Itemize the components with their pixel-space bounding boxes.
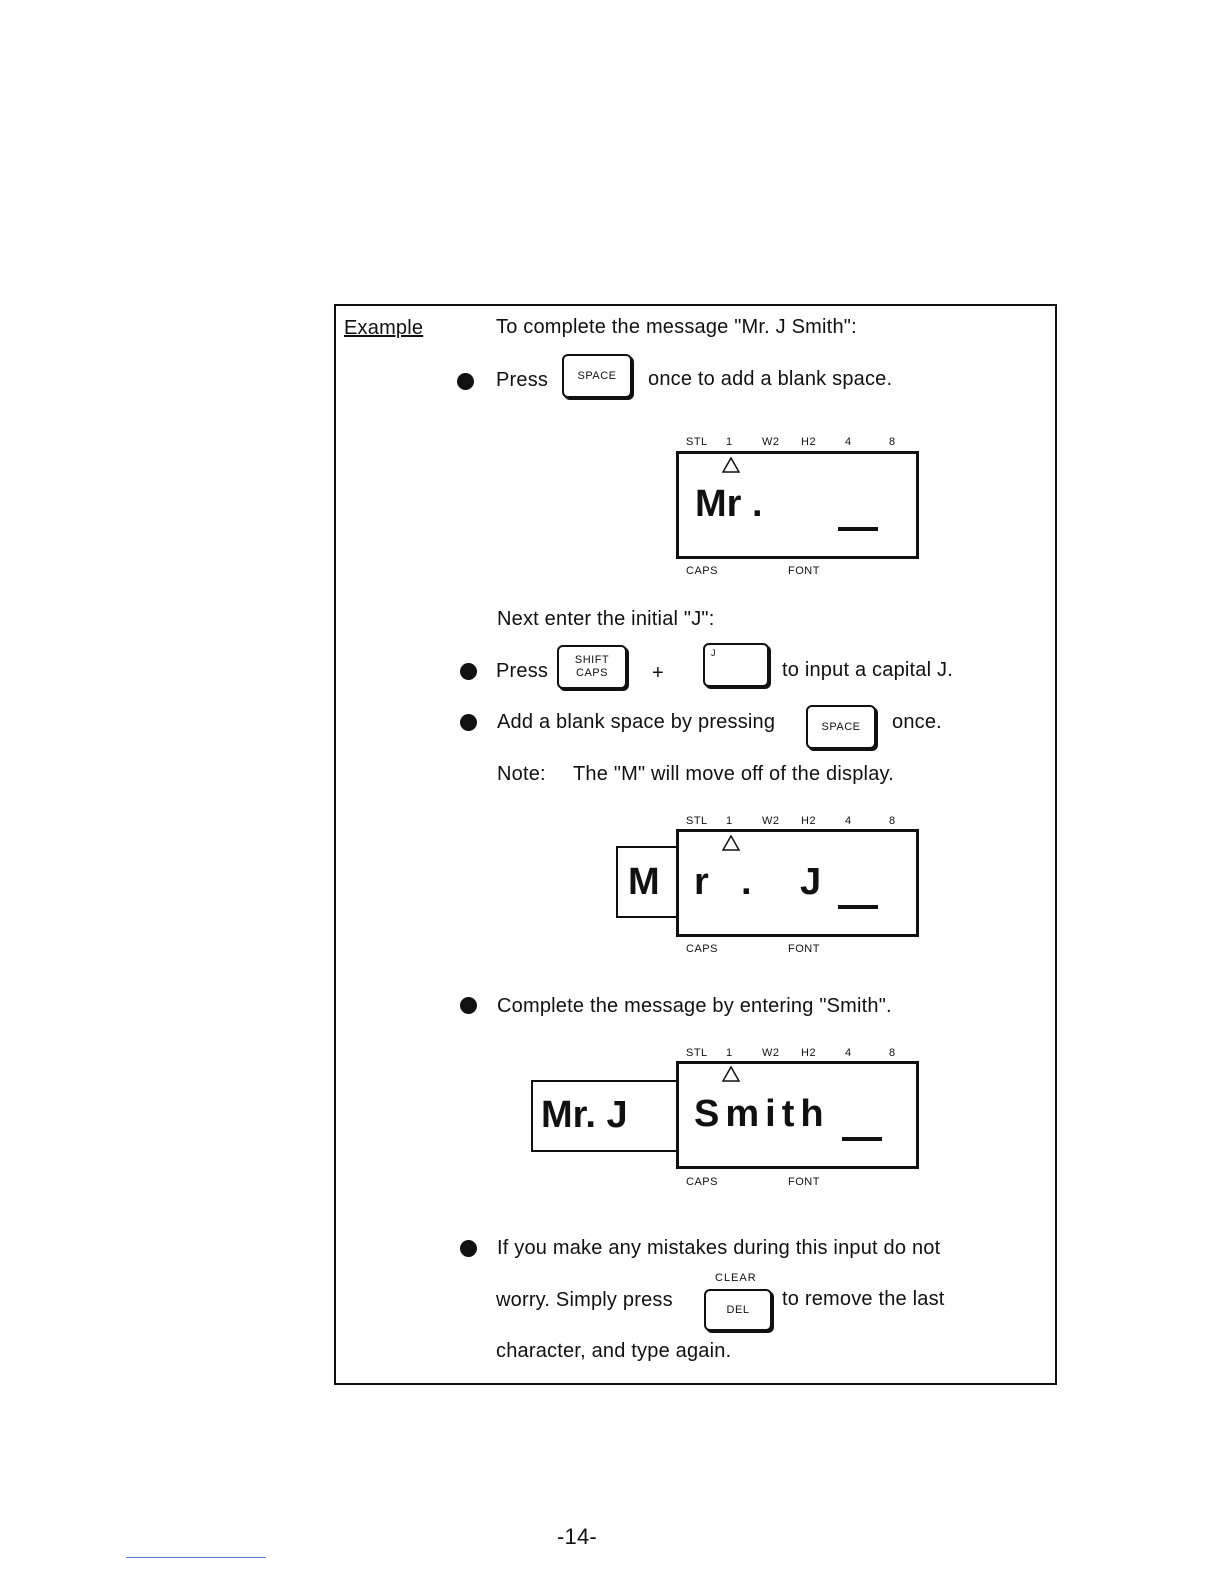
bullet-4 [460, 997, 477, 1014]
ind-4-2: 4 [845, 815, 852, 827]
step1-press: Press [496, 369, 549, 391]
triangle-marker-icon [722, 1066, 740, 1082]
step5-line2-pre: worry. Simply press [496, 1289, 673, 1311]
ind-8-3: 8 [889, 1047, 896, 1059]
ind-caps-1: CAPS [686, 565, 718, 577]
ind-8-2: 8 [889, 815, 896, 827]
ind-h2-1: H2 [801, 436, 817, 448]
offscreen-char-2: M [628, 861, 660, 903]
ind-1-1: 1 [726, 436, 733, 448]
lcd-char-r: r [694, 861, 709, 903]
note-text: The "M" will move off of the display. [573, 763, 894, 785]
ind-w2-2: W2 [762, 815, 780, 827]
ind-w2-1: W2 [762, 436, 780, 448]
ind-font-2: FONT [788, 943, 820, 955]
ind-w2-3: W2 [762, 1047, 780, 1059]
step5-line1: If you make any mistakes during this input do not [497, 1237, 941, 1259]
bullet-1 [457, 373, 474, 390]
lcd-screen-2 [676, 829, 919, 937]
ind-4-1: 4 [845, 436, 852, 448]
step1-text: once to add a blank space. [648, 368, 893, 390]
shift-caps-key [557, 645, 627, 689]
page-number: -14- [557, 1524, 597, 1549]
lcd-text-3: Smith [694, 1093, 830, 1135]
del-key-label: DEL [726, 1303, 750, 1316]
ind-4-3: 4 [845, 1047, 852, 1059]
ind-font-3: FONT [788, 1176, 820, 1188]
bullet-2 [460, 663, 477, 680]
triangle-marker-icon [722, 457, 740, 473]
lcd-cursor-2 [838, 905, 878, 909]
j-key-label: J [711, 648, 716, 658]
step5-line3: character, and type again. [496, 1340, 732, 1362]
bullet-3 [460, 714, 477, 731]
intro-text: To complete the message "Mr. J Smith": [496, 316, 857, 338]
lcd-char-j: J [800, 861, 822, 903]
ind-h2-2: H2 [801, 815, 817, 827]
ind-caps-2: CAPS [686, 943, 718, 955]
plus-sign: + [652, 662, 664, 684]
ind-font-1: FONT [788, 565, 820, 577]
step4-text: Complete the message by entering "Smith". [497, 995, 892, 1017]
space-key-2 [806, 705, 876, 749]
space-key-1-label: SPACE [577, 369, 617, 382]
lcd-char-dot: . [741, 861, 752, 903]
lcd-text-1: Mr . [695, 483, 763, 525]
step5-line2-post: to remove the last [782, 1288, 945, 1310]
footer-rule [126, 1557, 266, 1558]
ind-8-1: 8 [889, 436, 896, 448]
ind-1-2: 1 [726, 815, 733, 827]
clear-label: CLEAR [715, 1272, 757, 1284]
step2-press: Press [496, 660, 549, 682]
ind-stl-2: STL [686, 815, 708, 827]
ind-1-3: 1 [726, 1047, 733, 1059]
step2-text: to input a capital J. [782, 659, 953, 681]
lcd-cursor-3 [842, 1137, 882, 1141]
next-text: Next enter the initial "J": [497, 608, 715, 630]
bullet-5 [460, 1240, 477, 1257]
note-label: Note: [497, 763, 546, 785]
ind-caps-3: CAPS [686, 1176, 718, 1188]
offscreen-text-3: Mr. J [541, 1094, 628, 1136]
example-heading: Example [344, 317, 424, 339]
space-key-1 [562, 354, 632, 398]
j-key [703, 643, 769, 687]
ind-stl-3: STL [686, 1047, 708, 1059]
step3-text: Add a blank space by pressing [497, 711, 776, 733]
triangle-marker-icon [722, 835, 740, 851]
ind-h2-3: H2 [801, 1047, 817, 1059]
space-key-2-label: SPACE [821, 720, 861, 733]
shift-label: SHIFT [574, 654, 610, 666]
caps-label: CAPS [576, 667, 608, 679]
lcd-cursor-1 [838, 527, 878, 531]
step3-post: once. [892, 711, 942, 733]
del-key [704, 1289, 772, 1331]
ind-stl-1: STL [686, 436, 708, 448]
